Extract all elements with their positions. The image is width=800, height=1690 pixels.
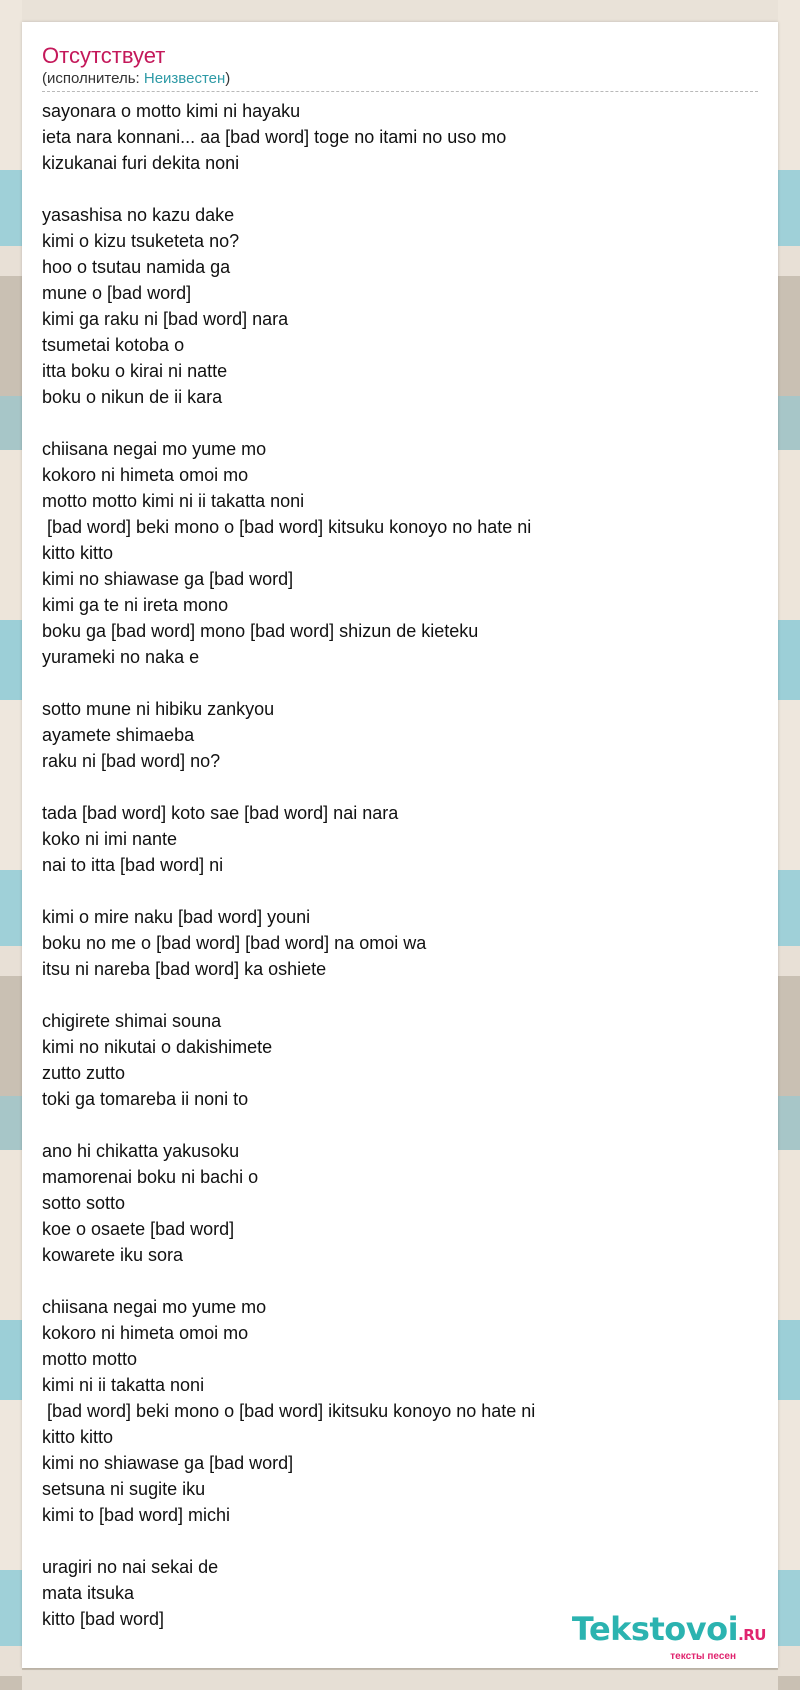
lyric-blank-line [42,1268,758,1294]
lyric-line: setsuna ni sugite iku [42,1479,206,1499]
lyric-line: toki ga tomareba ii noni to [42,1089,249,1109]
lyric-blank-line [42,878,758,904]
artist-prefix: (исполнитель: [42,70,144,87]
lyric-blank-line [42,176,758,202]
lyric-line: kitto [bad word] [42,1609,165,1629]
lyric-line: raku ni [bad word] no? [42,751,221,771]
lyric-line: mamorenai boku ni bachi o [42,1167,259,1187]
lyric-line: boku no me o [bad word] [bad word] na omoi wa [42,933,427,953]
lyric-line: kimi no nikutai o dakishimete [42,1037,273,1057]
lyric-line: kokoro ni himeta omoi mo [42,465,249,485]
lyric-line: sotto sotto [42,1193,126,1213]
lyric-line: kimi ga te ni ireta mono [42,595,229,615]
lyric-line: ieta nara konnani... aa [bad word] toge no itami no uso mo [42,127,507,147]
lyric-line: koe o osaete [bad word] [42,1219,235,1239]
lyric-line: boku ga [bad word] mono [bad word] shizun de kieteku [42,621,479,641]
lyric-line: ayamete shimaeba [42,725,195,745]
logo-wordmark [572,1612,766,1652]
title-divider [42,91,758,92]
lyric-blank-line [42,774,758,800]
lyric-blank-line [42,670,758,696]
lyric-line: itsu ni nareba [bad word] ka oshiete [42,959,327,979]
lyric-line: chiisana negai mo yume mo [42,439,267,459]
lyric-line: sayonara o motto kimi ni hayaku [42,101,301,121]
site-logo[interactable] [572,1612,766,1662]
lyric-line: kizukanai furi dekita noni [42,153,240,173]
lyric-line: kimi no shiawase ga [bad word] [42,569,294,589]
background-stripe-left [0,0,22,1690]
lyric-line: kowarete iku sora [42,1245,184,1265]
song-title: Отсутствует [42,43,166,68]
lyric-line: tsumetai kotoba o [42,335,185,355]
lyric-line: kitto kitto [42,1427,114,1447]
lyric-line: koko ni imi nante [42,829,178,849]
lyric-line: mata itsuka [42,1583,135,1603]
lyric-line: tada [bad word] koto sae [bad word] nai nara [42,803,399,823]
lyric-line: nai to itta [bad word] ni [42,855,224,875]
lyrics-card [22,22,778,1668]
lyric-line: hoo o tsutau namida ga [42,257,231,277]
lyric-line: mune o [bad word] [42,283,192,303]
lyric-line: sotto mune ni hibiku zankyou [42,699,275,719]
lyric-line: [bad word] beki mono o [bad word] ikitsuku konoyo no hate ni [42,1401,536,1421]
lyric-blank-line [42,1528,758,1554]
lyric-line: motto motto kimi ni ii takatta noni [42,491,305,511]
lyric-blank-line [42,1112,758,1138]
artist-suffix: ) [225,70,231,87]
artist-line [42,70,758,88]
logo-tld: .RU [738,1626,766,1644]
lyric-line: yasashisa no kazu dake [42,205,235,225]
lyric-line: motto motto [42,1349,138,1369]
lyric-line: [bad word] beki mono o [bad word] kitsuku konoyo no hate ni [42,517,532,537]
lyric-line: kimi to [bad word] michi [42,1505,231,1525]
lyric-line: kitto kitto [42,543,114,563]
lyric-line: kimi o kizu tsuketeta no? [42,231,240,251]
background-stripe-right [778,0,800,1690]
lyric-line: itta boku o kirai ni natte [42,361,228,381]
lyric-blank-line [42,410,758,436]
lyric-line: kimi ni ii takatta noni [42,1375,205,1395]
lyric-line: chigirete shimai souna [42,1011,222,1031]
lyric-line: kimi ga raku ni [bad word] nara [42,309,289,329]
lyric-line: uragiri no nai sekai de [42,1557,219,1577]
lyric-blank-line [42,982,758,1008]
lyrics-text [42,98,758,1632]
logo-name: Tekstovoi [571,1610,739,1648]
lyric-line: kimi no shiawase ga [bad word] [42,1453,294,1473]
lyric-line: kimi o mire naku [bad word] youni [42,907,311,927]
lyric-line: zutto zutto [42,1063,126,1083]
lyric-line: boku o nikun de ii kara [42,387,223,407]
lyric-line: kokoro ni himeta omoi mo [42,1323,249,1343]
lyric-line: chiisana negai mo yume mo [42,1297,267,1317]
logo-subtitle: тексты песен [670,1651,736,1662]
lyric-line: ano hi chikatta yakusoku [42,1141,240,1161]
lyric-line: yurameki no naka e [42,647,200,667]
artist-link[interactable]: Неизвестен [143,70,226,87]
